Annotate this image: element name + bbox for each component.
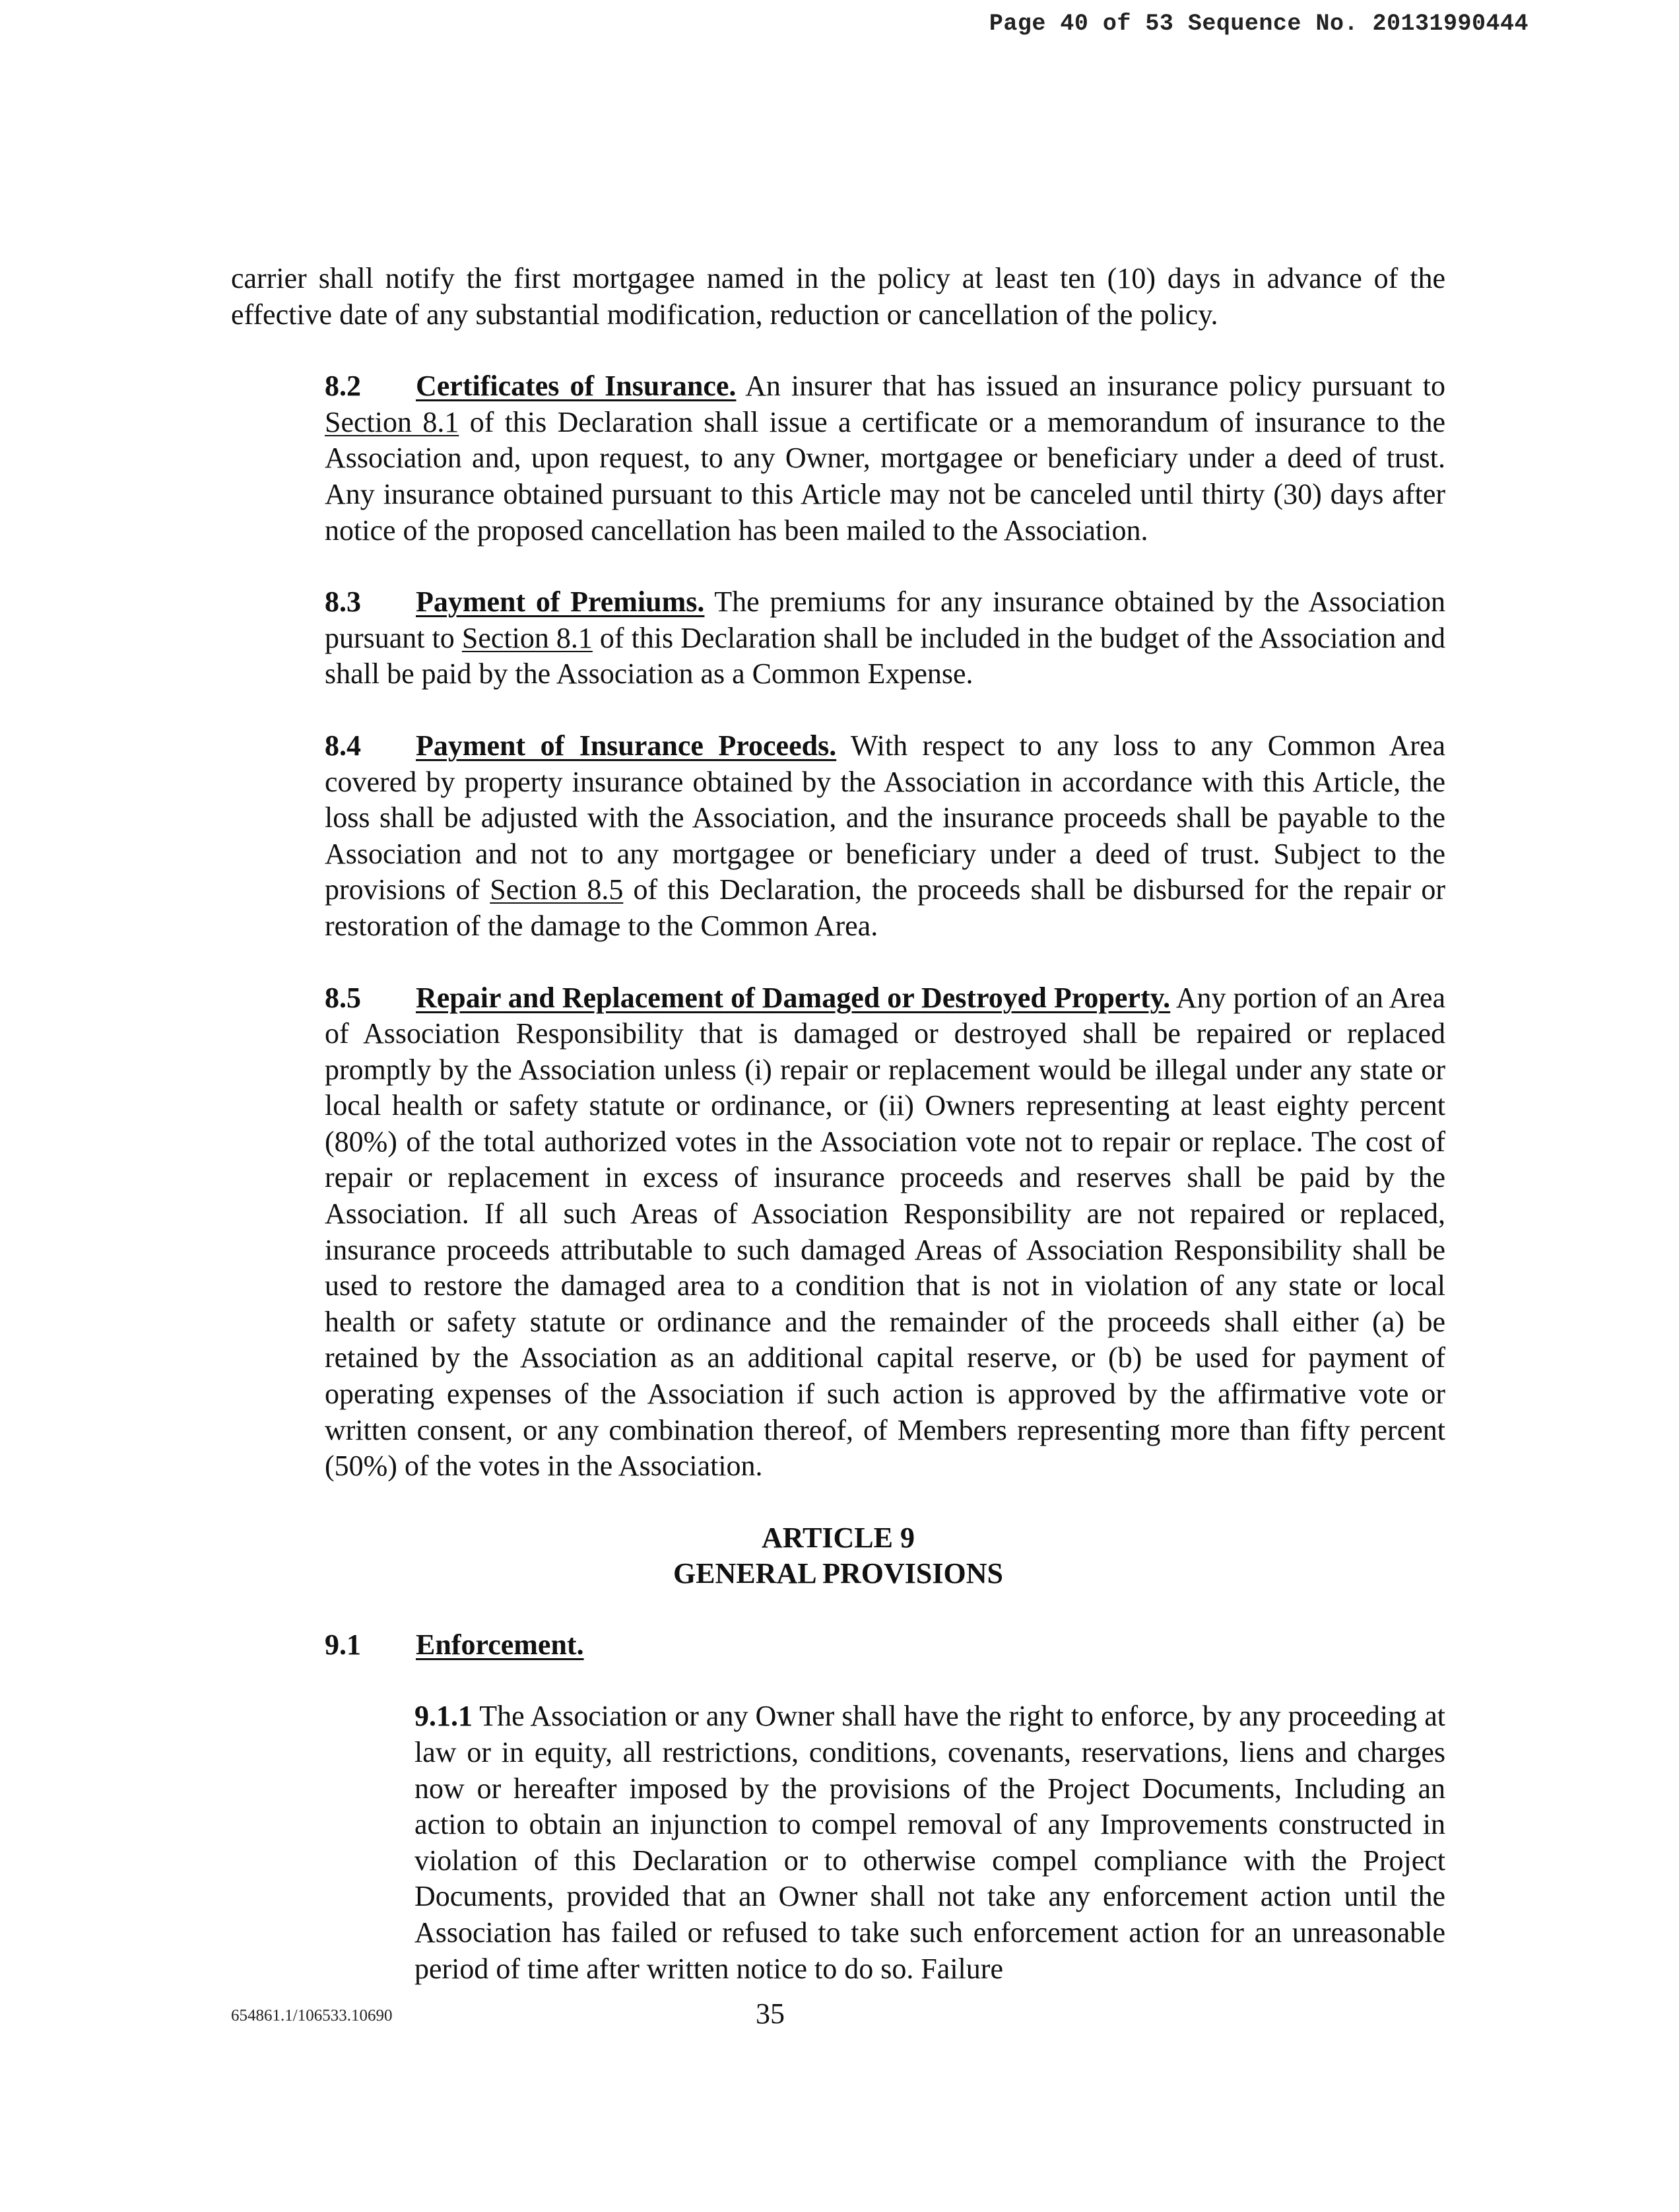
section-heading: Payment of Premiums. <box>416 586 705 619</box>
document-id-footer: 654861.1/106533.10690 <box>231 2007 393 2025</box>
section-text: of this Declaration shall issue a certificate or a memorandum of insurance to the Association and, upon request, to any Owner, mortgagee or beneficiary under a deed of trust. Any insurance obtained pursuant to this Article may not be canceled until thirty (30) days after notice of the proposed cancellation has been mailed to the Association. <box>325 405 1445 547</box>
section-cross-reference: Section 8.5 <box>490 873 624 906</box>
section-text: The Association or any Owner shall have the right to enforce, by any proceeding at law or in equity, all restrictions, conditions, covenants, reservations, liens and charges now or hereafter imposed by the provisions of the Project Documents, Including an action to obtain an injunction to compel removal of any Improvements constructed in violation of this Declaration or to otherwise compel compliance with the Project Documents, provided that an Owner shall not take any enforcement action until the Association has failed or refused to take such enforcement action for an unreasonable period of time after written notice to do so. Failure <box>414 1700 1445 1985</box>
article-title: GENERAL PROVISIONS <box>673 1557 1003 1590</box>
article-number: ARTICLE 9 <box>762 1521 915 1554</box>
section-heading: Payment of Insurance Proceeds. <box>416 729 837 762</box>
section-text: With respect to any loss to any Common Area covered by property insurance obtained by the Association in accordance with this Article, the loss shall be adjusted with the Association, and the insurance proceeds shall be payable to the Association and not to any mortgagee or beneficiary under a deed of trust. Subject to the provisions of <box>325 729 1446 906</box>
section-number: 8.4 <box>325 729 361 762</box>
section-8-3-paragraph <box>231 584 1445 692</box>
section-heading: Repair and Replacement of Damaged or Destroyed Property. <box>416 981 1171 1014</box>
article-heading <box>231 1520 1445 1592</box>
subsection-number: 9.1.1 <box>414 1700 473 1733</box>
section-text: Any portion of an Area of Association Responsibility that is damaged or destroyed shall be repaired or replaced promptly by the Association unless (i) repair or replacement would be illegal under any state or local health or safety statute or ordinance, or (ii) Owners representing at least eighty percent (80%) of the total authorized votes in the Association vote not to repair or replace. The cost of repair or replacement in excess of insurance proceeds and reserves shall be paid by the Association. If all such Areas of Association Responsibility are not repaired or replaced, insurance proceeds attributable to such damaged Areas of Association Responsibility shall be used to restore the damaged area to a condition that is not in violation of any state or local health or safety statute or ordinance and the remainder of the proceeds shall either (a) be retained by the Association as an additional capital reserve, or (b) be used for payment of operating expenses of the Association if such action is approved by the affirmative vote or written consent, or any combination thereof, of Members representing more than fifty percent (50%) of the votes in the Association. <box>325 981 1445 1483</box>
section-8-5-paragraph <box>231 980 1445 1485</box>
section-cross-reference: Section 8.1 <box>461 621 593 654</box>
section-text: The premiums for any insurance obtained by the Association pursuant to <box>325 586 1445 654</box>
section-number: 8.3 <box>325 586 361 619</box>
section-text: of this Declaration, the proceeds shall be disbursed for the repair or restoration of the damage to the Common Area. <box>325 873 1445 942</box>
section-9-1-heading <box>231 1627 1445 1663</box>
section-number: 9.1 <box>325 1628 361 1661</box>
section-heading: Enforcement. <box>416 1628 584 1661</box>
section-text: of this Declaration shall be included in the budget of the Association and shall be paid by the Association as a Common Expense. <box>325 621 1445 690</box>
document-body <box>231 261 1445 1987</box>
section-number: 8.5 <box>325 981 361 1014</box>
page-sequence-header: Page 40 of 53 Sequence No. 20131990444 <box>989 11 1529 37</box>
continuation-paragraph: carrier shall notify the first mortgagee named in the policy at least ten (10) days in advance of the effective date of any substantial modification, reduction or cancellation of the policy. <box>231 262 1445 331</box>
section-number: 8.2 <box>325 370 361 403</box>
section-heading: Certificates of Insurance. <box>416 370 737 403</box>
section-9-1-1-paragraph <box>231 1698 1445 1987</box>
page-number: 35 <box>756 1997 785 2030</box>
section-8-4-paragraph <box>231 728 1445 945</box>
section-cross-reference: Section 8.1 <box>325 405 459 438</box>
section-8-2-paragraph <box>231 368 1445 549</box>
section-text: An insurer that has issued an insurance policy pursuant to <box>736 370 1445 403</box>
